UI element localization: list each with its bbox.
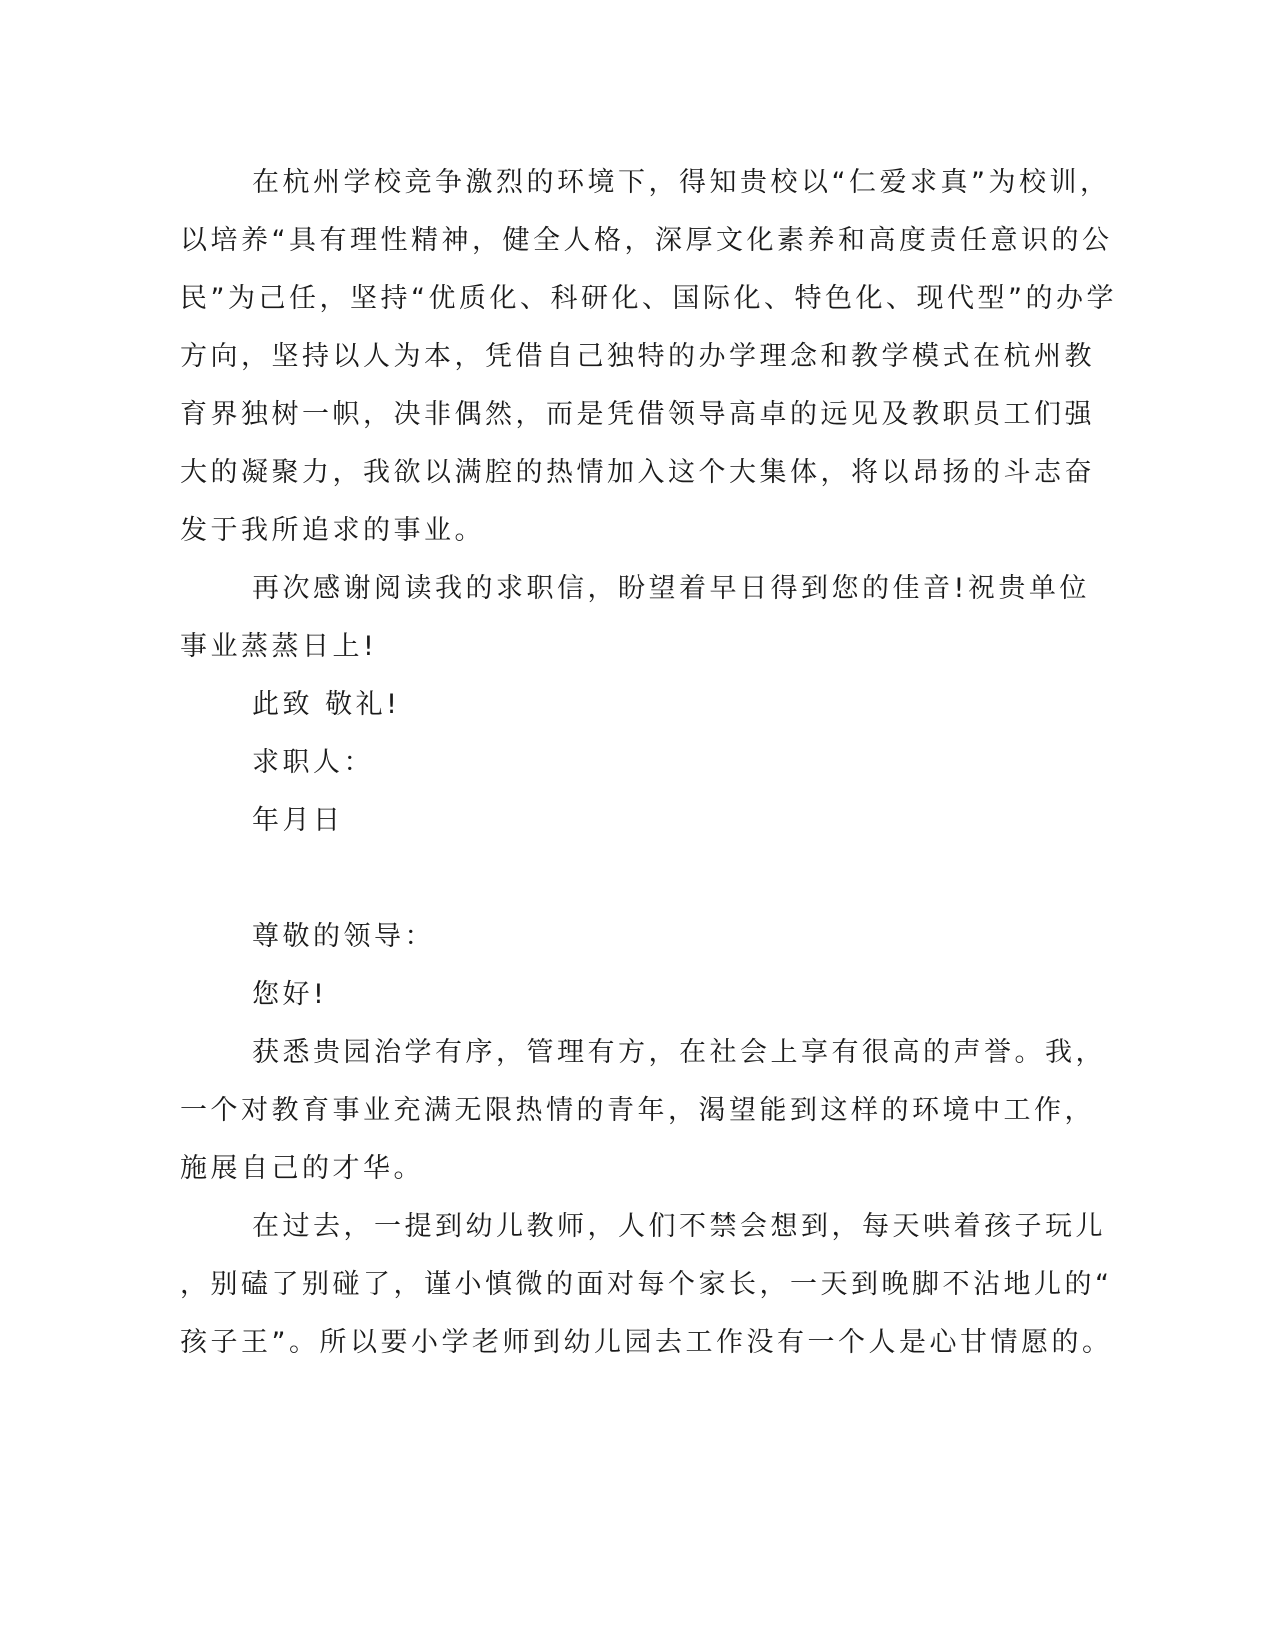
text-line: 育界独树一帜，决非偶然，而是凭借领导高卓的远见及教职员工们强 xyxy=(180,399,1095,430)
letter-2-greeting: 您好! xyxy=(252,979,328,1010)
letter-1-closing: 此致 敬礼! xyxy=(252,689,401,720)
text-line: 在过去，一提到幼儿教师，人们不禁会想到，每天哄着孩子玩儿 xyxy=(252,1211,1106,1242)
text-line: 以培养“具有理性精神，健全人格，深厚文化素养和高度责任意识的公 xyxy=(180,225,1113,256)
letter-2-salutation: 尊敬的领导： xyxy=(252,921,435,952)
letter-2-paragraph-2 xyxy=(180,1198,1113,1372)
letter-1 xyxy=(180,154,1117,850)
text-line: 民”为己任，坚持“优质化、科研化、国际化、特色化、现代型”的办学 xyxy=(180,283,1117,314)
document-body xyxy=(180,154,1117,1372)
letter-1-paragraph-2 xyxy=(180,560,1090,676)
letter-2 xyxy=(180,908,1113,1372)
text-line: 大的凝聚力，我欲以满腔的热情加入这个大集体，将以昂扬的斗志奋 xyxy=(180,457,1095,488)
letter-2-paragraph-1 xyxy=(180,1024,1106,1198)
letter-separator xyxy=(180,850,1040,908)
text-line: 方向，坚持以人为本，凭借自己独特的办学理念和教学模式在杭州教 xyxy=(180,341,1095,372)
text-line: 孩子王”。所以要小学老师到幼儿园去工作没有一个人是心甘情愿的。 xyxy=(180,1327,1113,1358)
text-line: 事业蒸蒸日上! xyxy=(180,631,378,662)
letter-1-signature: 求职人： xyxy=(252,747,374,778)
letter-1-date: 年月日 xyxy=(252,805,344,836)
text-line: 在杭州学校竞争激烈的环境下，得知贵校以“仁爱求真”为校训， xyxy=(252,167,1111,198)
letter-1-paragraph-1 xyxy=(180,154,1117,560)
text-line: 施展自己的才华。 xyxy=(180,1153,424,1184)
text-line: 一个对教育事业充满无限热情的青年，渴望能到这样的环境中工作， xyxy=(180,1095,1095,1126)
text-line: 获悉贵园治学有序，管理有方，在社会上享有很高的声誉。我， xyxy=(252,1037,1106,1068)
text-line: 再次感谢阅读我的求职信，盼望着早日得到您的佳音!祝贵单位 xyxy=(252,573,1090,604)
text-line: 发于我所追求的事业。 xyxy=(180,515,485,546)
text-line: ，别磕了别碰了，谨小慎微的面对每个家长，一天到晚脚不沾地儿的“ xyxy=(180,1269,1113,1300)
